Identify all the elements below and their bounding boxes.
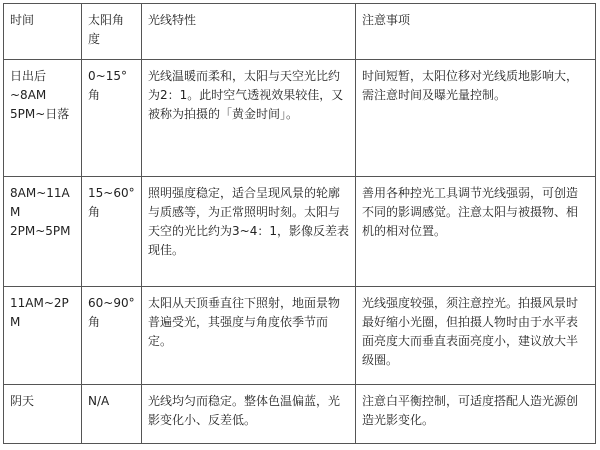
time-line: 8AM~11AM [10,186,70,219]
cell-angle [82,60,142,177]
cell-time [4,385,82,444]
time-line: 11AM~2PM [10,296,69,329]
cell-light: 太阳从天顶垂直往下照射，地面景物普遍受光，其强度与角度依季节而定。 [142,287,356,385]
angle-line: 15~60° [88,186,135,200]
angle-line: N/A [88,394,110,408]
cell-notes: 善用各种控光工具调节光线强弱，可创造不同的影调感觉。注意太阳与被摄物、相机的相对位置。 [356,177,596,287]
cell-angle [82,177,142,287]
angle-line: 角 [88,205,101,219]
header-time: 时间 [4,4,82,60]
time-line: ~8AM [10,88,47,102]
time-line: 2PM~5PM [10,224,71,238]
table-row [4,287,596,385]
header-sun-angle: 太阳角度 [82,4,142,60]
cell-angle [82,385,142,444]
cell-angle [82,287,142,385]
angle-line: 0~15° [88,69,127,83]
header-notes: 注意事项 [356,4,596,60]
angle-line: 60~90° [88,296,135,310]
time-line: 5PM~日落 [10,107,70,121]
cell-light: 照明强度稳定，适合呈现风景的轮廓与质感等，为正常照明时刻。太阳与天空的光比约为3~4：1，影像反差表现佳。 [142,177,356,287]
cell-light: 光线均匀而稳定。整体色温偏蓝，光影变化小、反差低。 [142,385,356,444]
cell-notes: 注意白平衡控制，可适度搭配人造光源创造光影变化。 [356,385,596,444]
header-light-characteristics: 光线特性 [142,4,356,60]
table-row [4,60,596,177]
table-row [4,177,596,287]
time-line: 阴天 [10,394,35,408]
cell-notes: 光线强度较强，须注意控光。拍摄风景时最好缩小光圈，但拍摄人物时由于水平表面亮度大而垂直表面亮度小，建议放大半级圈。 [356,287,596,385]
cell-time [4,177,82,287]
header-row [4,4,596,60]
cell-light: 光线温暖而柔和，太阳与天空光比约为2：1。此时空气透视效果较佳，又被称为拍摄的「黄金时间」。 [142,60,356,177]
table-row [4,385,596,444]
cell-notes: 时间短暂，太阳位移对光线质地影响大，需注意时间及曝光量控制。 [356,60,596,177]
lighting-table [3,3,596,444]
angle-line: 角 [88,315,101,329]
angle-line: 角 [88,88,101,102]
cell-time [4,287,82,385]
time-line: 日出后 [10,69,47,83]
cell-time [4,60,82,177]
